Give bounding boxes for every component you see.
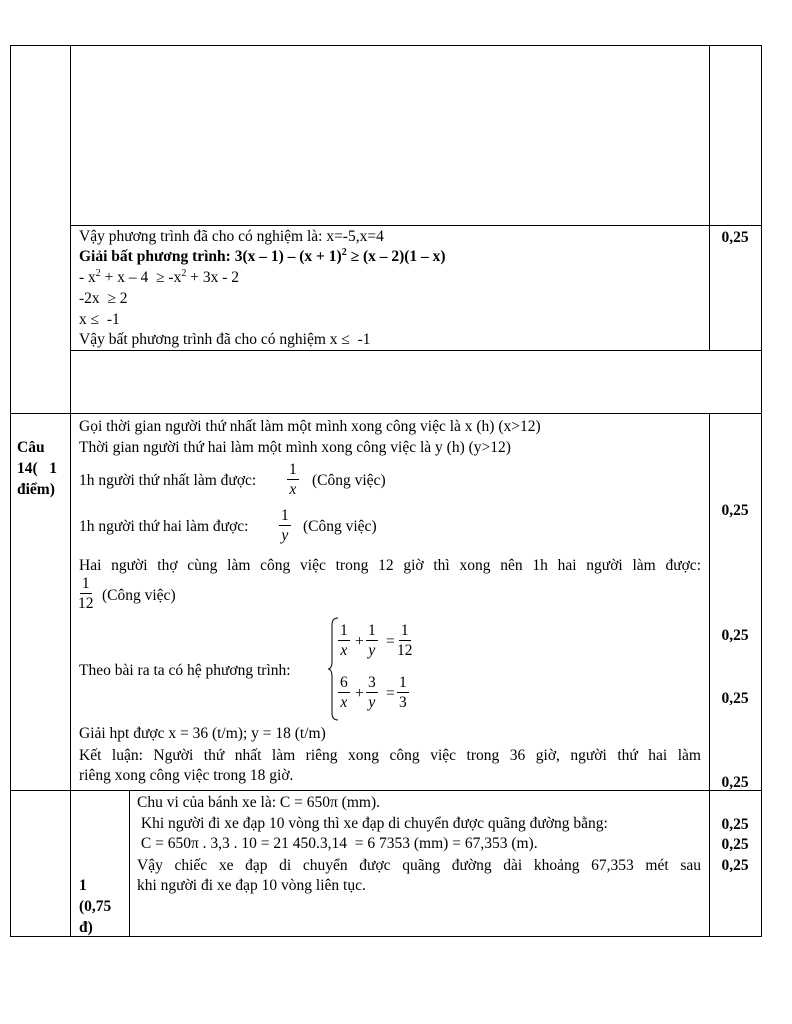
operator: = [386, 633, 395, 650]
both-workers-sentence: Hai người thợ cùng làm công việc trong 12 giờ thì xong nên 1h hai người làm được: [79, 557, 701, 574]
row-border [70, 225, 762, 226]
unit-label: (Công việc) [303, 518, 377, 535]
score-badge: 0,25 [721, 816, 749, 833]
solution-result: Giải hpt được x = 36 (t/m); y = 18 (t/m) [79, 725, 326, 742]
score-badge: 0,25 [721, 627, 749, 644]
answer-line: Vậy chiếc xe đạp di chuyển được quãng đường dài khoảng 67,353 mét sau [137, 857, 701, 874]
col-border-left [10, 45, 11, 937]
score-badge: 0,25 [721, 690, 749, 707]
question-label: 14( 1 [17, 460, 58, 477]
operator: + [355, 685, 364, 702]
inequality-title: Giải bất phương trình: $3(x - 1) - (x + 1)^2 \ge (x - 2)(1 - x)$ [79, 246, 446, 265]
inequality-step-2: -2x ≥ 2 [79, 290, 128, 307]
col-border [709, 413, 710, 937]
operator: + [355, 633, 364, 650]
system-intro: Theo bài ra ta có hệ phương trình: [79, 662, 291, 679]
part-label: đ) [79, 919, 93, 936]
final-conclusion: riêng xong công việc trong 18 giờ. [79, 767, 294, 784]
fraction: $\frac{1}{12}$ [397, 622, 413, 660]
fraction: $\frac{1}{y}$ [368, 622, 376, 660]
inequality-step-1: - $x^2 + x - 4 \ge -x^2 + 3x - 2$ [79, 267, 239, 286]
fraction: $\frac{3}{y}$ [368, 674, 376, 712]
fraction: $\frac{1}{y}$ [281, 507, 289, 545]
score-badge: 0,25 [721, 857, 749, 874]
question-label: điểm) [17, 481, 55, 498]
equation-conclusion: Vậy phương trình đã cho có nghiệm là: x=-5,x=4 [79, 228, 384, 245]
row-border-bottom [10, 936, 762, 937]
row-border [70, 350, 762, 351]
fraction: $\frac{6}{x}$ [340, 674, 348, 712]
answer-line: Gọi thời gian người thứ nhất làm một mình xong công việc là x (h) (x>12) [79, 418, 541, 435]
fraction: $\frac{1}{3}$ [399, 674, 407, 712]
inequality-conclusion: Vậy bất phương trình đã cho có nghiệm x ≤ -1 [79, 331, 371, 348]
inequality-step-3: x ≤ -1 [79, 311, 120, 328]
col-border [709, 45, 710, 350]
unit-label: (Công việc) [312, 472, 386, 489]
row-border [10, 413, 762, 414]
col-border [70, 45, 71, 937]
answer-line: khi người đi xe đạp 10 vòng liên tục. [137, 877, 366, 894]
row-border [10, 790, 762, 791]
part-label: (0,75 [79, 898, 112, 915]
operator: = [386, 685, 395, 702]
score-badge: 0,25 [721, 774, 749, 791]
fraction: $\frac{1}{x}$ [289, 461, 297, 499]
question-label: Câu [17, 439, 45, 456]
first-worker-rate: 1h người thứ nhất làm được: [79, 472, 257, 489]
answer-line: Chu vi của bánh xe là: C = 650π (mm). [137, 794, 380, 811]
final-conclusion: Kết luận: Người thứ nhất làm riêng xong công việc trong 36 giờ, người thứ hai làm [79, 747, 701, 764]
col-border [129, 790, 130, 937]
score-badge: 0,25 [721, 836, 749, 853]
part-label: 1 [79, 877, 87, 894]
answer-line: Khi người đi xe đạp 10 vòng thì xe đạp di chuyển được quãng đường bằng: [137, 815, 608, 832]
col-border-right [761, 45, 762, 937]
row-border-top [10, 45, 762, 46]
score-badge: 0,25 [721, 502, 749, 519]
fraction: $\frac{1}{12}$ [78, 575, 94, 613]
score-badge: 0,25 [721, 229, 749, 246]
fraction: $\frac{1}{x}$ [340, 622, 348, 660]
second-worker-rate: 1h người thứ hai làm được: [79, 518, 249, 535]
answer-line: Thời gian người thứ hai làm một mình xong công việc là y (h) (y>12) [79, 439, 511, 456]
unit-label: (Công việc) [102, 587, 176, 604]
answer-line: C = 650π . 3,3 . 10 = 21 450.3,14 = 6 7353 (mm) = 67,353 (m). [137, 835, 538, 852]
